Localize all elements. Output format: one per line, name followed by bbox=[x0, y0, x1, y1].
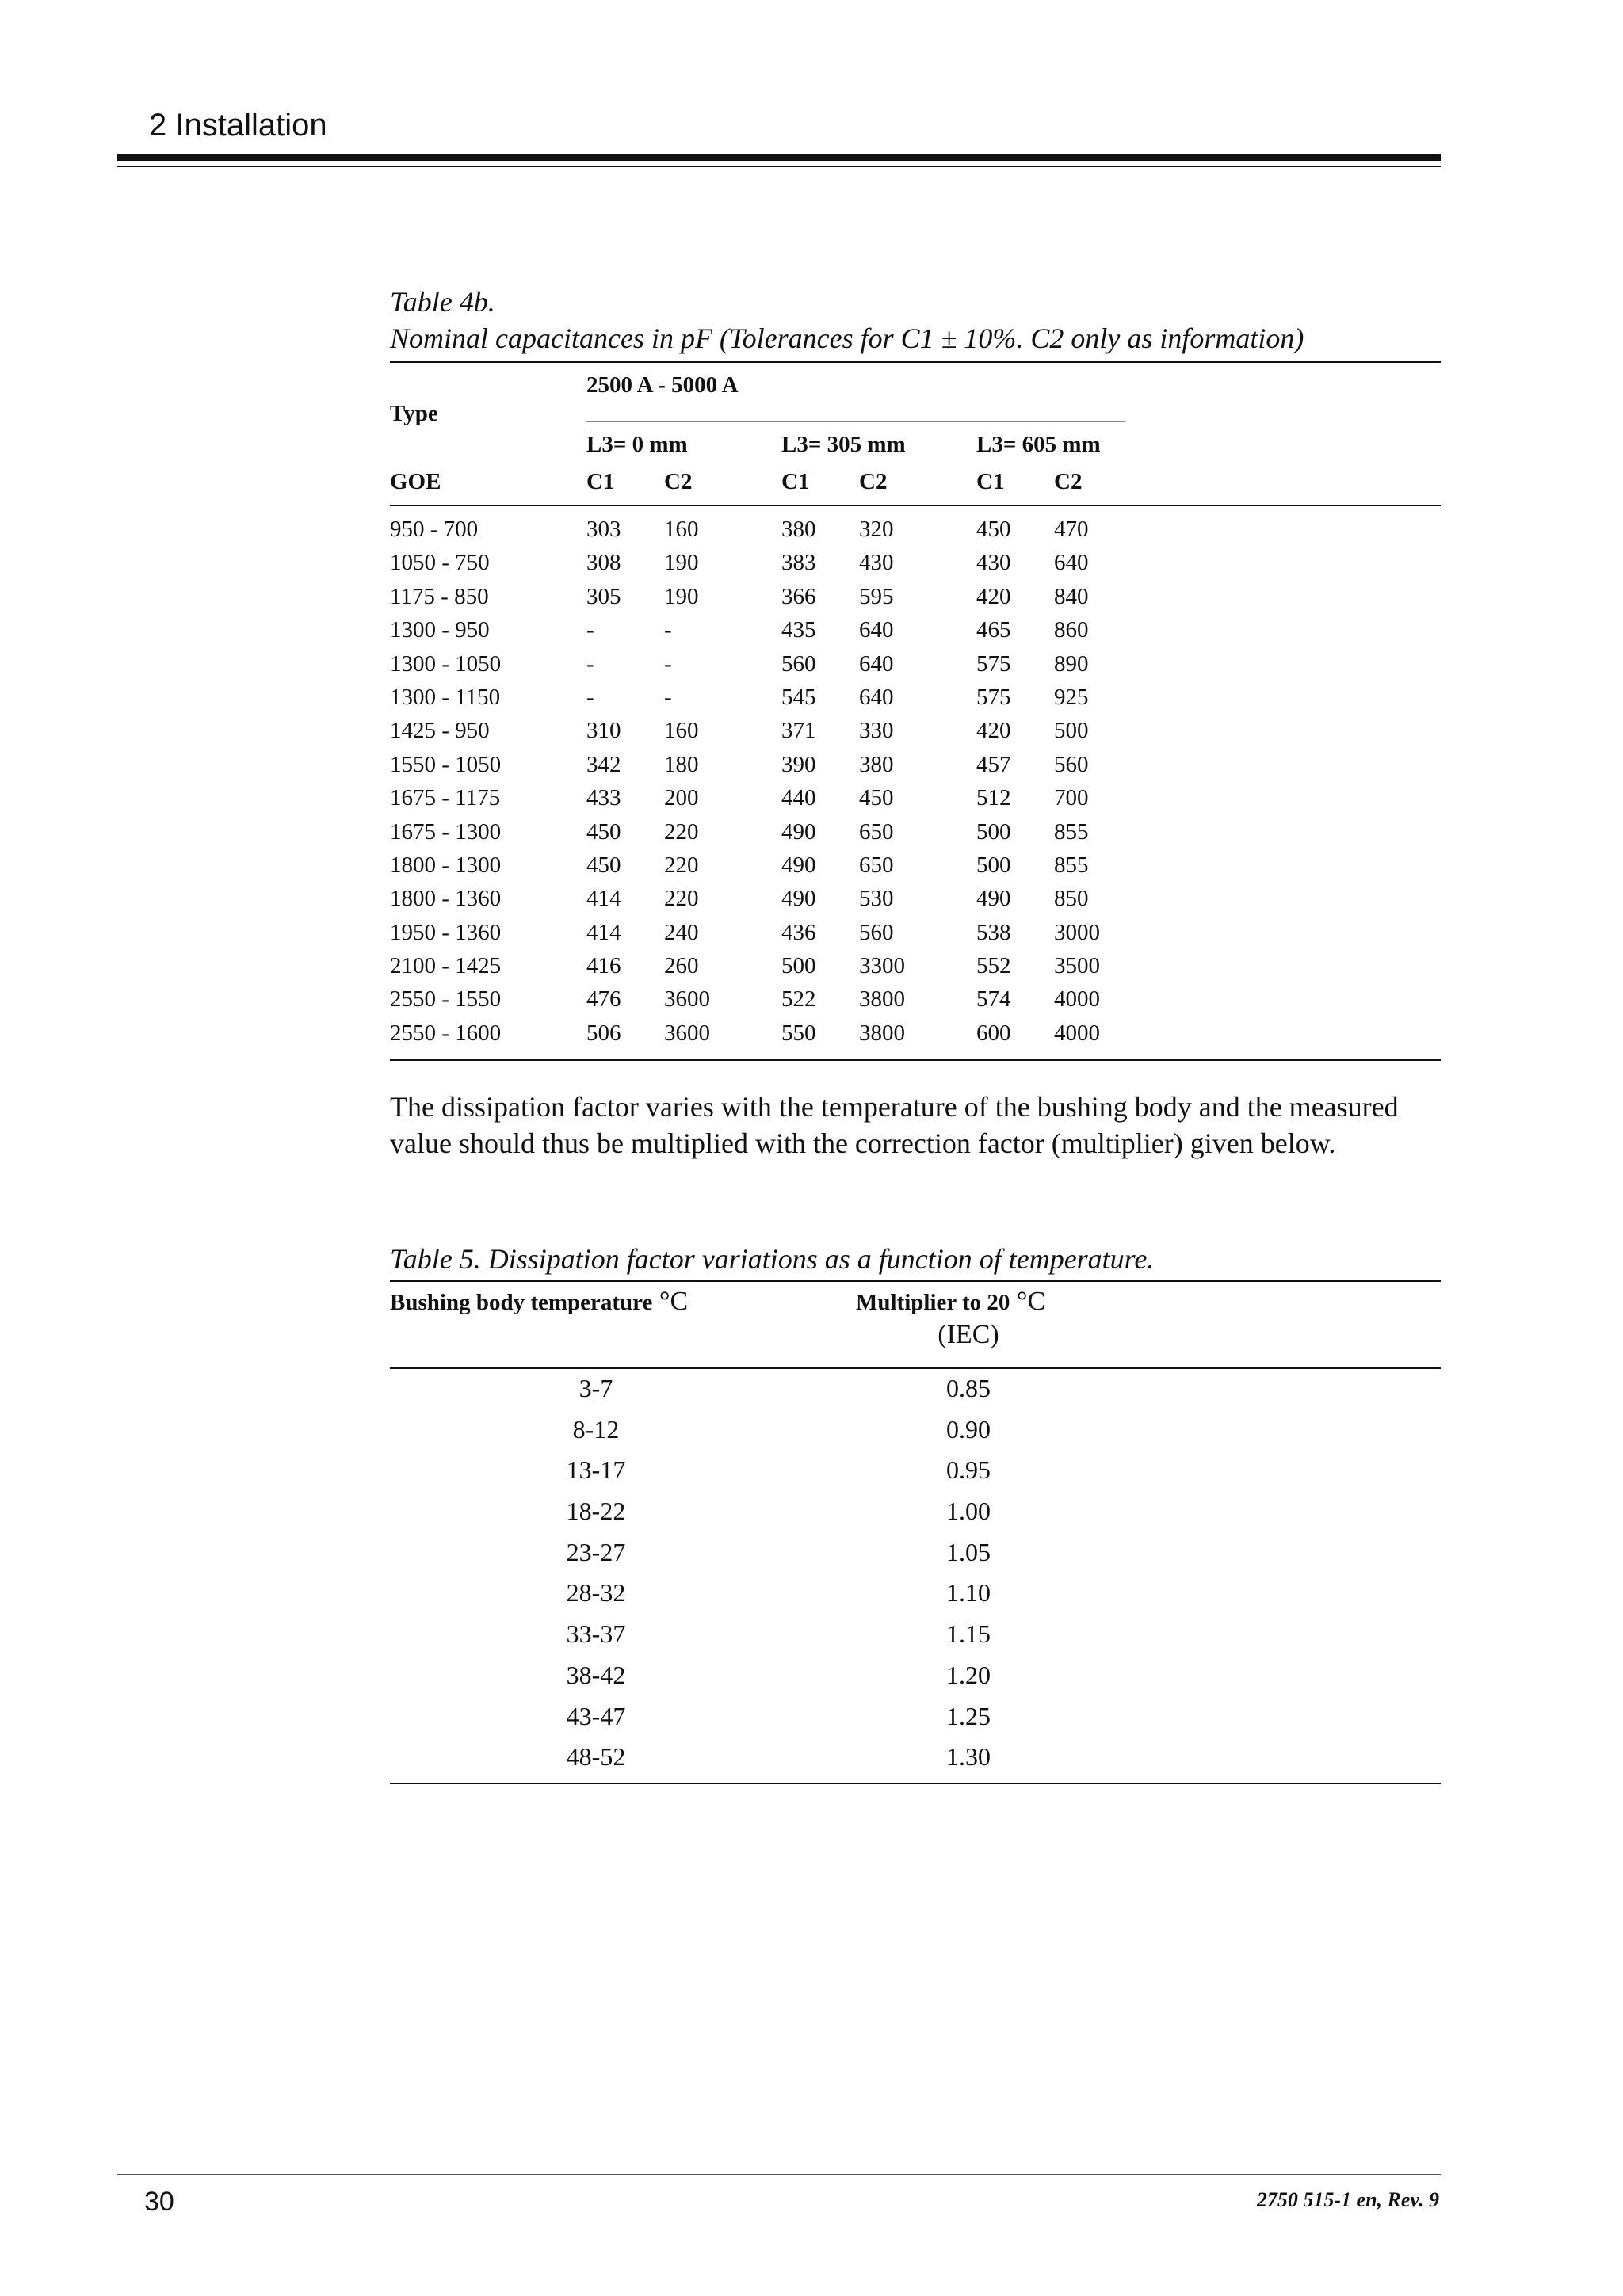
capacitance-cell: 190 bbox=[664, 550, 699, 576]
multiplier-cell: 1.00 bbox=[946, 1497, 991, 1526]
capacitance-cell: 925 bbox=[1054, 684, 1089, 710]
capacitance-cell: 330 bbox=[859, 718, 894, 744]
capacitance-cell: 371 bbox=[781, 718, 816, 744]
capacitance-cell: 3600 bbox=[664, 1020, 710, 1046]
table4b-caption-line1: Table 4b. bbox=[390, 286, 495, 318]
capacitance-cell: 3600 bbox=[664, 986, 710, 1013]
capacitance-cell: 550 bbox=[781, 1020, 816, 1046]
type-cell: 2550 - 1550 bbox=[390, 986, 502, 1013]
table4b-bottom-rule bbox=[390, 1059, 1441, 1061]
col-label-c1: C1 bbox=[586, 469, 615, 494]
capacitance-cell: 160 bbox=[664, 517, 699, 542]
temperature-cell: 13-17 bbox=[566, 1455, 626, 1485]
table5-col1-label: Bushing body temperature bbox=[390, 1290, 653, 1315]
capacitance-cell: 840 bbox=[1054, 583, 1089, 609]
capacitance-cell: 430 bbox=[859, 550, 894, 576]
capacitance-cell: 890 bbox=[1054, 650, 1089, 677]
capacitance-cell: 560 bbox=[1054, 751, 1089, 777]
capacitance-cell: - bbox=[664, 617, 672, 643]
type-cell: 2100 - 1425 bbox=[390, 953, 502, 979]
capacitance-cell: 500 bbox=[976, 852, 1011, 878]
capacitance-cell: 522 bbox=[781, 986, 816, 1013]
body-paragraph: The dissipation factor varies with the temperature of the bushing body and the measured value should thus be multiplied with the correction factor (multiplier) given below. bbox=[390, 1091, 1399, 1159]
type-cell: 1300 - 950 bbox=[390, 617, 490, 643]
capacitance-cell: 855 bbox=[1054, 818, 1089, 845]
group-label-l3-305: L3= 305 mm bbox=[781, 432, 906, 457]
type-cell: 1550 - 1050 bbox=[390, 751, 502, 777]
capacitance-cell: 500 bbox=[976, 818, 1011, 845]
capacitance-cell: 552 bbox=[976, 953, 1011, 979]
capacitance-cell: 420 bbox=[976, 583, 1011, 609]
document-number: 2750 515-1 en, Rev. 9 bbox=[1256, 2188, 1439, 2211]
capacitance-cell: 450 bbox=[976, 517, 1011, 542]
chapter-title: 2 Installation bbox=[149, 108, 327, 143]
table5-top-rule bbox=[390, 1280, 1441, 1282]
page-number: 30 bbox=[144, 2187, 174, 2217]
capacitance-cell: 506 bbox=[586, 1020, 621, 1046]
capacitance-cell: 380 bbox=[859, 751, 894, 777]
multiplier-cell: 1.25 bbox=[946, 1701, 991, 1730]
temperature-cell: 38-42 bbox=[566, 1660, 626, 1689]
type-cell: 1675 - 1300 bbox=[390, 818, 502, 845]
capacitance-cell: 650 bbox=[859, 852, 894, 878]
header-rule-thick bbox=[117, 154, 1441, 161]
capacitance-cell: 190 bbox=[664, 583, 699, 609]
col-label-c2: C2 bbox=[664, 469, 693, 494]
multiplier-cell: 0.85 bbox=[946, 1374, 991, 1402]
capacitance-cell: 490 bbox=[781, 886, 816, 912]
capacitance-cell: 366 bbox=[781, 583, 816, 609]
capacitance-cell: 420 bbox=[976, 718, 1011, 744]
capacitance-cell: 490 bbox=[781, 852, 816, 878]
multiplier-cell: 0.90 bbox=[946, 1414, 991, 1444]
capacitance-cell: - bbox=[586, 684, 594, 710]
capacitance-cell: - bbox=[664, 650, 672, 677]
multiplier-cell: 1.30 bbox=[946, 1742, 991, 1772]
capacitance-cell: 640 bbox=[1054, 550, 1089, 576]
capacitance-cell: - bbox=[586, 617, 594, 643]
table5-bottom-rule bbox=[390, 1783, 1441, 1784]
capacitance-cell: 180 bbox=[664, 751, 699, 777]
capacitance-cell: 500 bbox=[1054, 718, 1089, 744]
capacitance-cell: 308 bbox=[586, 550, 621, 576]
capacitance-cell: 220 bbox=[664, 886, 699, 912]
table5-col1-unit: °C bbox=[652, 1287, 689, 1316]
capacitance-cell: 640 bbox=[859, 617, 894, 643]
col-label-c2: C2 bbox=[1054, 469, 1083, 494]
type-cell: 2550 - 1600 bbox=[390, 1020, 502, 1046]
group-label-l3-605: L3= 605 mm bbox=[976, 432, 1101, 457]
capacitance-cell: 450 bbox=[586, 852, 621, 878]
type-cell: 1800 - 1300 bbox=[390, 852, 502, 878]
capacitance-cell: 595 bbox=[859, 583, 894, 609]
capacitance-cell: 560 bbox=[859, 919, 894, 945]
capacitance-cell: 320 bbox=[859, 517, 894, 542]
type-cell: 1425 - 950 bbox=[390, 718, 490, 744]
capacitance-cell: 640 bbox=[859, 684, 894, 710]
table5-col2-unit: °C bbox=[1010, 1287, 1046, 1316]
footer-rule bbox=[117, 2174, 1441, 2175]
col-label-c2: C2 bbox=[859, 469, 888, 494]
group-label-l3-0: L3= 0 mm bbox=[586, 432, 688, 457]
temperature-cell: 18-22 bbox=[566, 1497, 626, 1526]
type-cell: 1175 - 850 bbox=[390, 583, 489, 609]
capacitance-cell: 414 bbox=[586, 886, 621, 912]
capacitance-cell: 538 bbox=[976, 919, 1011, 945]
capacitance-cell: 574 bbox=[976, 986, 1011, 1013]
capacitance-cell: 3800 bbox=[859, 986, 905, 1013]
capacitance-cell: 476 bbox=[586, 986, 621, 1013]
capacitance-cell: 3800 bbox=[859, 1020, 905, 1046]
table4b-caption-line2: Nominal capacitances in pF (Tolerances for C1 ± 10%. C2 only as information) bbox=[390, 322, 1304, 354]
capacitance-cell: 220 bbox=[664, 818, 699, 845]
capacitance-cell: 860 bbox=[1054, 617, 1089, 643]
current-range-label: 2500 A - 5000 A bbox=[586, 372, 739, 398]
type-cell: 1300 - 1050 bbox=[390, 650, 502, 677]
capacitance-cell: 650 bbox=[859, 818, 894, 845]
capacitance-cell: 575 bbox=[976, 684, 1011, 710]
type-cell: 1300 - 1150 bbox=[390, 684, 501, 710]
table5-col2-header bbox=[856, 1287, 1045, 1317]
capacitance-cell: 470 bbox=[1054, 517, 1089, 542]
table4b-header-rule bbox=[390, 505, 1441, 506]
group-divider-rule bbox=[586, 421, 1125, 422]
capacitance-cell: 390 bbox=[781, 751, 816, 777]
capacitance-cell: 433 bbox=[586, 785, 621, 811]
capacitance-cell: 200 bbox=[664, 785, 699, 811]
temperature-cell: 3-7 bbox=[579, 1374, 613, 1402]
capacitance-cell: 220 bbox=[664, 852, 699, 878]
table5-col2-standard: (IEC) bbox=[938, 1320, 999, 1349]
capacitance-cell: 490 bbox=[781, 818, 816, 845]
multiplier-cell: 1.15 bbox=[946, 1619, 991, 1649]
type-cell: 950 - 700 bbox=[390, 517, 479, 542]
capacitance-cell: 414 bbox=[586, 919, 621, 945]
temperature-cell: 48-52 bbox=[566, 1742, 626, 1772]
capacitance-cell: 490 bbox=[976, 886, 1011, 912]
capacitance-cell: 465 bbox=[976, 617, 1011, 643]
capacitance-cell: 855 bbox=[1054, 852, 1089, 878]
capacitance-cell: 530 bbox=[859, 886, 894, 912]
capacitance-cell: 310 bbox=[586, 718, 621, 744]
capacitance-cell: 575 bbox=[976, 650, 1011, 677]
temperature-cell: 33-37 bbox=[566, 1619, 626, 1649]
table5-caption: Table 5. Dissipation factor variations as a function of temperature. bbox=[390, 1243, 1155, 1275]
capacitance-cell: - bbox=[664, 684, 672, 710]
capacitance-cell: 560 bbox=[781, 650, 816, 677]
table4b-top-rule bbox=[390, 361, 1441, 363]
capacitance-cell: 3300 bbox=[859, 953, 905, 979]
capacitance-cell: 383 bbox=[781, 550, 816, 576]
capacitance-cell: 160 bbox=[664, 718, 699, 744]
temperature-cell: 28-32 bbox=[566, 1578, 626, 1608]
col-label-c1: C1 bbox=[976, 469, 1005, 494]
temperature-cell: 8-12 bbox=[572, 1414, 620, 1444]
capacitance-cell: 850 bbox=[1054, 886, 1089, 912]
capacitance-cell: 450 bbox=[586, 818, 621, 845]
capacitance-cell: 416 bbox=[586, 953, 621, 979]
type-cell: 1800 - 1360 bbox=[390, 886, 502, 912]
capacitance-cell: 512 bbox=[976, 785, 1011, 811]
table5-col1-header bbox=[390, 1287, 688, 1317]
type-label: Type bbox=[390, 401, 438, 426]
capacitance-cell: 440 bbox=[781, 785, 816, 811]
capacitance-cell: 342 bbox=[586, 751, 621, 777]
type-cell: 1675 - 1175 bbox=[390, 785, 501, 811]
capacitance-cell: 450 bbox=[859, 785, 894, 811]
capacitance-cell: 3000 bbox=[1054, 919, 1100, 945]
capacitance-cell: 4000 bbox=[1054, 1020, 1100, 1046]
capacitance-cell: 700 bbox=[1054, 785, 1089, 811]
capacitance-cell: 240 bbox=[664, 919, 699, 945]
capacitance-cell: 380 bbox=[781, 517, 816, 542]
goe-label: GOE bbox=[390, 469, 441, 494]
table5-header-rule bbox=[390, 1367, 1441, 1369]
multiplier-cell: 1.20 bbox=[946, 1660, 991, 1689]
header-rule-thin bbox=[117, 166, 1441, 167]
type-cell: 1050 - 750 bbox=[390, 550, 490, 576]
temperature-cell: 43-47 bbox=[566, 1701, 626, 1730]
multiplier-cell: 0.95 bbox=[946, 1455, 991, 1485]
capacitance-cell: 3500 bbox=[1054, 953, 1100, 979]
capacitance-cell: 435 bbox=[781, 617, 816, 643]
capacitance-cell: 545 bbox=[781, 684, 816, 710]
capacitance-cell: 457 bbox=[976, 751, 1011, 777]
capacitance-cell: 640 bbox=[859, 650, 894, 677]
capacitance-cell: 430 bbox=[976, 550, 1011, 576]
type-cell: 1950 - 1360 bbox=[390, 919, 502, 945]
table5-col2-label: Multiplier to 20 bbox=[856, 1290, 1010, 1315]
multiplier-cell: 1.05 bbox=[946, 1537, 991, 1566]
multiplier-cell: 1.10 bbox=[946, 1578, 991, 1608]
capacitance-cell: 305 bbox=[586, 583, 621, 609]
col-label-c1: C1 bbox=[781, 469, 810, 494]
capacitance-cell: 500 bbox=[781, 953, 816, 979]
capacitance-cell: 600 bbox=[976, 1020, 1011, 1046]
temperature-cell: 23-27 bbox=[566, 1537, 626, 1566]
capacitance-cell: 436 bbox=[781, 919, 816, 945]
capacitance-cell: 260 bbox=[664, 953, 699, 979]
capacitance-cell: 303 bbox=[586, 517, 621, 542]
capacitance-cell: 4000 bbox=[1054, 986, 1100, 1013]
capacitance-cell: - bbox=[586, 650, 594, 677]
